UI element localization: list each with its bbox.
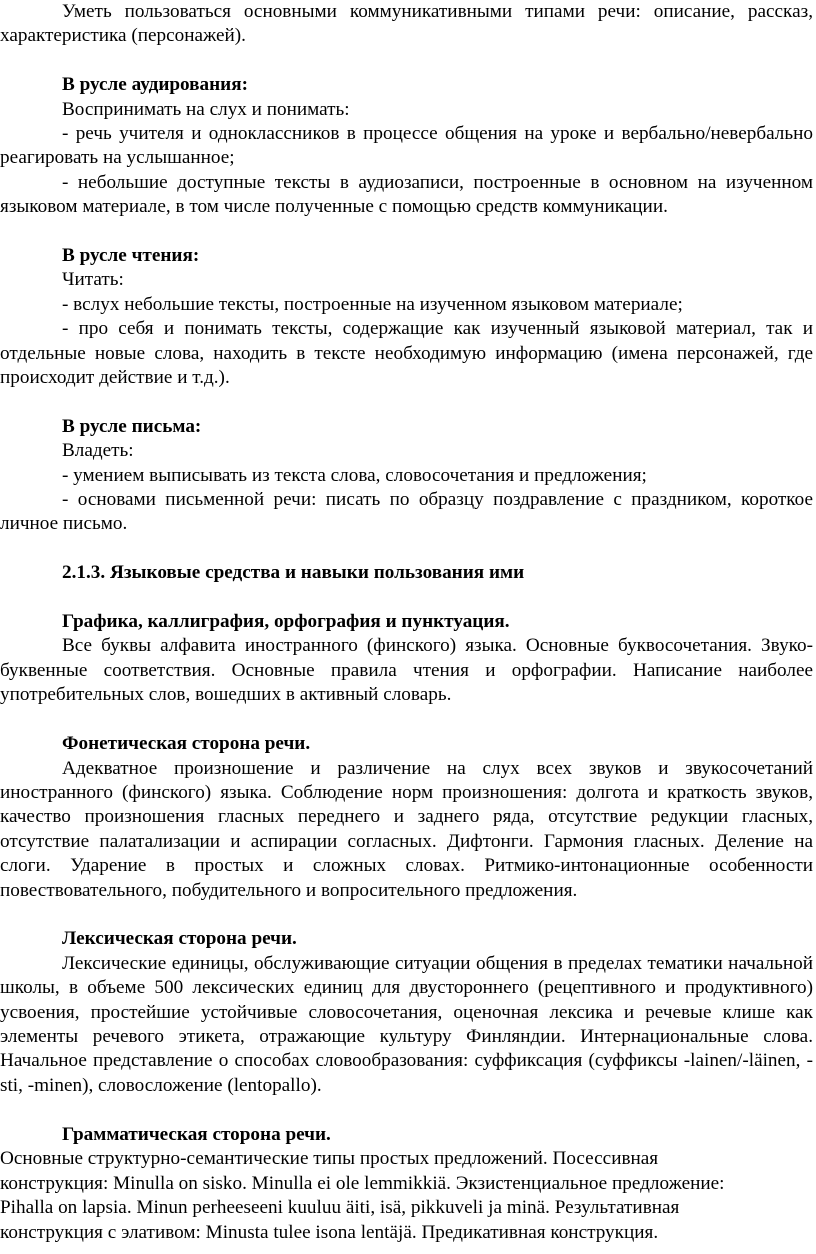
section-heading: 2.1.3. Языковые средства и навыки пользования ими [62, 562, 525, 584]
spacer [0, 903, 813, 927]
listening-heading: В русле аудирования: [62, 74, 248, 96]
intro-paragraph: Уметь пользоваться основными коммуникативными типами речи: описание, рассказ, характеристика (персонажей). [0, 1, 813, 47]
writing-item-1: - умением выписывать из текста слова, словосочетания и предложения; [62, 464, 647, 486]
listening-lead: Воспринимать на слух и понимать: [62, 98, 350, 120]
grammar-line-1: Основные структурно-семантические типы простых предложений. Посессивная [0, 1147, 659, 1169]
grammar-line-3: Pihalla on lapsia. Minun perheeseeni kuuluu äiti, isä, pikkuveli ja minä. Результативная [0, 1197, 680, 1219]
reading-lead: Читать: [62, 269, 124, 291]
spacer [0, 220, 813, 244]
lexis-text: Лексические единицы, обслуживающие ситуации общения в пределах тематики начальной школы, в объеме 500 лексических единиц для двустороннего (рецептивного и продуктивного) усвоения, простейшие устойчивые словосочетания, оценочная лексика и речевые клише как элементы речевого этикета, отражающие культуру Финляндии. Интернациональные слова. Начальное представление о способах словообразования: суффиксация (суффиксы -lainen/-läinen, -sti, -minen), словосложение (lentopallo). [0, 952, 813, 1096]
listening-item-1: - речь учителя и одноклассников в процессе общения на уроке и вербально/невербально реагировать на услышанное; [0, 123, 813, 169]
spacer [0, 586, 813, 610]
graphics-heading: Графика, каллиграфия, орфография и пунктуация. [62, 611, 510, 633]
phonetics-text: Адекватное произношение и различение на слух всех звуков и звукосочетаний иностранного (финского) языка. Соблюдение норм произношения: долгота и краткость звуков, качество произношения гласных переднего и заднего ряда, отсутствие редукции гласных, отсутствие палатализации и аспирации согласных. Дифтонги. Гармония гласных. Деление на слоги. Ударение в простых и сложных словах. Ритмико-интонационные особенности повествовательного, побудительного и вопросительного предложения. [0, 757, 813, 901]
spacer [0, 537, 813, 561]
grammar-line-4: конструкция с элативом: Minusta tulee isona lentäjä. Предикативная конструкция. [0, 1221, 659, 1243]
phonetics-heading: Фонетическая сторона речи. [62, 733, 311, 755]
spacer [0, 1098, 813, 1122]
grammar-heading: Грамматическая сторона речи. [62, 1123, 331, 1145]
grammar-line-2: конструкция: Minulla on sisko. Minulla ei ole lemmikkiä. Экзистенциальное предложение: [0, 1172, 725, 1194]
reading-item-2: - про себя и понимать тексты, содержащие как изученный языковой материал, так и отдельные новые слова, находить в тексте необходимую информацию (имена персонажей, где происходит действие и т.д.). [0, 318, 813, 389]
lexis-heading: Лексическая сторона речи. [62, 928, 297, 950]
writing-item-2: - основами письменной речи: писать по образцу поздравление с праздником, короткое личное письмо. [0, 489, 813, 535]
spacer [0, 708, 813, 732]
spacer [0, 49, 813, 73]
writing-heading: В русле письма: [62, 415, 202, 437]
listening-item-2: - небольшие доступные тексты в аудиозаписи, построенные в основном на изученном языковом материале, в том числе полученные с помощью средств коммуникации. [0, 171, 813, 218]
reading-heading: В русле чтения: [62, 245, 200, 267]
writing-lead: Владеть: [62, 440, 134, 462]
graphics-text: Все буквы алфавита иностранного (финского) языка. Основные буквосочетания. Звуко-буквенные соответствия. Основные правила чтения и орфографии. Написание наиболее употребительных слов, вошедших в активный словарь. [0, 635, 813, 706]
reading-item-1: - вслух небольшие тексты, построенные на изученном языковом материале; [62, 293, 683, 315]
spacer [0, 390, 813, 414]
